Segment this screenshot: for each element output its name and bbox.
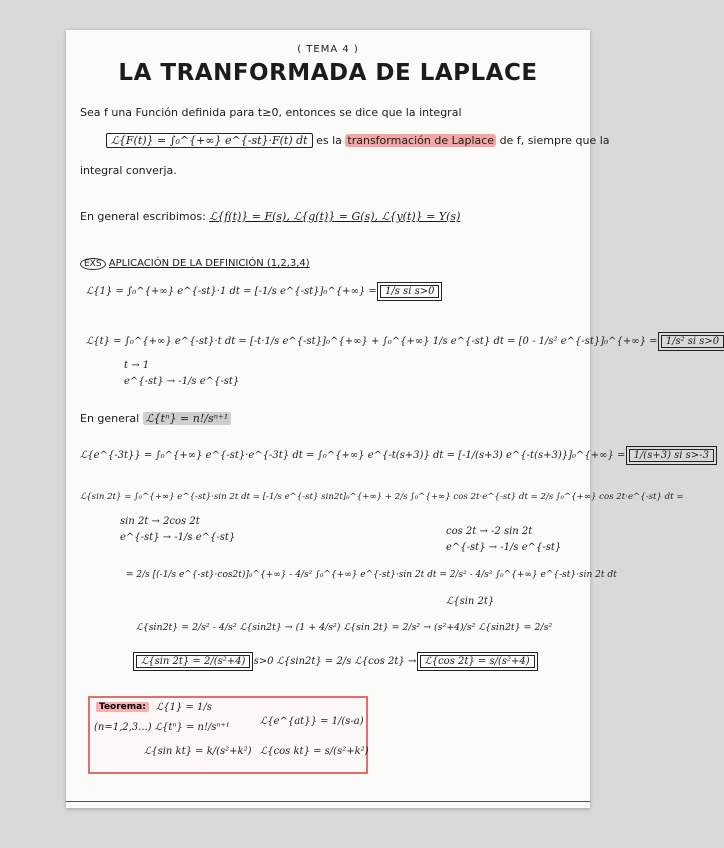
intro-text-a: es la	[316, 134, 342, 147]
examples-badge: EXS	[80, 258, 106, 270]
examples-heading: APLICACIÓN DE LA DEFINICIÓN (1,2,3,4)	[108, 258, 310, 269]
laplace-definition-formula: ℒ{F(t)} = ∫₀^{+∞} e^{-st}·F(t) dt	[106, 133, 313, 148]
example-2-parts-1: t → 1	[124, 360, 150, 371]
highlighted-term: transformación de Laplace	[347, 134, 495, 147]
example-4-final	[136, 656, 590, 667]
example-1-work: ℒ{1} = ∫₀^{+∞} e^{-st}·1 dt = [-1/s e^{-st}]₀^{+∞} =	[86, 286, 377, 297]
general-power-label: En general	[80, 412, 140, 425]
intro-line-1: Sea f una Función definida para t≥0, entonces se dice que la integral	[80, 106, 462, 119]
example-3-work: ℒ{e^{-3t}} = ∫₀^{+∞} e^{-st}·e^{-3t} dt = ∫₀^{+∞} e^{-t(s+3)} dt = [-1/(s+3) e^{-t(s+3)}]₀^{+∞} =	[80, 450, 626, 461]
bleed-through-text	[432, 90, 582, 790]
example-4-line-1: ℒ{sin 2t} = ∫₀^{+∞} e^{-st}·sin 2t dt = [-1/s e^{-st} sin2t]₀^{+∞} + 2/s ∫₀^{+∞} cos 2t·e^{-st} dt = 2/s ∫₀^{+∞} cos 2t·e^{-st} dt =	[80, 492, 684, 502]
example-4-parts-left-1: sin 2t → 2cos 2t	[120, 516, 200, 527]
theorem-laplace-exp: ℒ{e^{at}} = 1/(s-a)	[260, 716, 364, 727]
example-3-result: 1/(s+3) si s>-3	[629, 449, 714, 462]
example-2-result: 1/s² si s>0	[661, 335, 724, 348]
example-2-parts-2: e^{-st} → -1/s e^{-st}	[124, 376, 240, 387]
general-power-formula: ℒ{tⁿ} = n!/sⁿ⁺¹	[143, 412, 232, 425]
examples-heading-line	[80, 258, 590, 269]
theorem-box	[88, 696, 368, 774]
example-4-parts-left-2: e^{-st} → -1/s e^{-st}	[120, 532, 236, 543]
topic-label: ( TEMA 4 )	[297, 44, 359, 55]
notebook-page	[66, 30, 720, 808]
general-label: En general escribimos:	[80, 210, 206, 223]
theorem-laplace-tn: (n=1,2,3...) ℒ{tⁿ} = n!/sⁿ⁺¹	[94, 722, 230, 733]
example-3	[80, 450, 709, 461]
example-4-parts-right-2: e^{-st} → -1/s e^{-st}	[446, 542, 562, 553]
bottom-rule	[66, 801, 590, 802]
intro-line-3: integral converja.	[80, 164, 177, 177]
general-formula: ℒ{f(t)} = F(s), ℒ{g(t)} = G(s), ℒ{y(t)} = Y(s)	[209, 210, 461, 223]
theorem-laplace-cos: ℒ{cos kt} = s/(s²+k²)	[260, 746, 369, 757]
general-notation-line	[80, 210, 590, 223]
theorem-laplace-sin: ℒ{sin kt} = k/(s²+k²)	[144, 746, 252, 757]
theorem-label: Teorema:	[96, 702, 149, 712]
sin-cos-relation: ℒ{sin2t} = 2/s ℒ{cos 2t} →	[276, 656, 417, 667]
example-4-parts-right-1: cos 2t → -2 sin 2t	[446, 526, 533, 537]
example-2	[86, 336, 720, 347]
sin-result: ℒ{sin 2t} = 2/(s²+4)	[136, 655, 250, 668]
example-4-line-2: = 2/s [(-1/s e^{-st}·cos2t)]₀^{+∞} - 4/s² ∫₀^{+∞} e^{-st}·sin 2t dt = 2/s² - 4/s² ∫₀^{+∞} e^{-st}·sin 2t dt	[126, 570, 617, 580]
example-1	[86, 286, 590, 297]
example-4-line-3: ℒ{sin2t} = 2/s² - 4/s² ℒ{sin2t} → (1 + 4/s²) ℒ{sin 2t} = 2/s² → (s²+4)/s² ℒ{sin2t} = 2/s²	[136, 622, 553, 633]
sin-condition: s>0	[253, 656, 274, 667]
example-2-work: ℒ{t} = ∫₀^{+∞} e^{-st}·t dt = [-t·1/s e^{-st}]₀^{+∞} + ∫₀^{+∞} 1/s e^{-st} dt = [0 - 1/s² e^{-st}]₀^{+∞} =	[86, 336, 658, 347]
general-power-line	[80, 412, 590, 425]
intro-text-b: de f, siempre que la	[499, 134, 610, 147]
page-title: LA TRANFORMADA DE LAPLACE	[118, 60, 538, 86]
example-1-result: 1/s si s>0	[380, 285, 439, 298]
example-4-brace-label: ℒ{sin 2t}	[446, 596, 495, 607]
theorem-laplace-1: ℒ{1} = 1/s	[156, 702, 212, 713]
cos-result: ℒ{cos 2t} = s/(s²+4)	[420, 655, 535, 668]
intro-line-2	[106, 134, 610, 147]
